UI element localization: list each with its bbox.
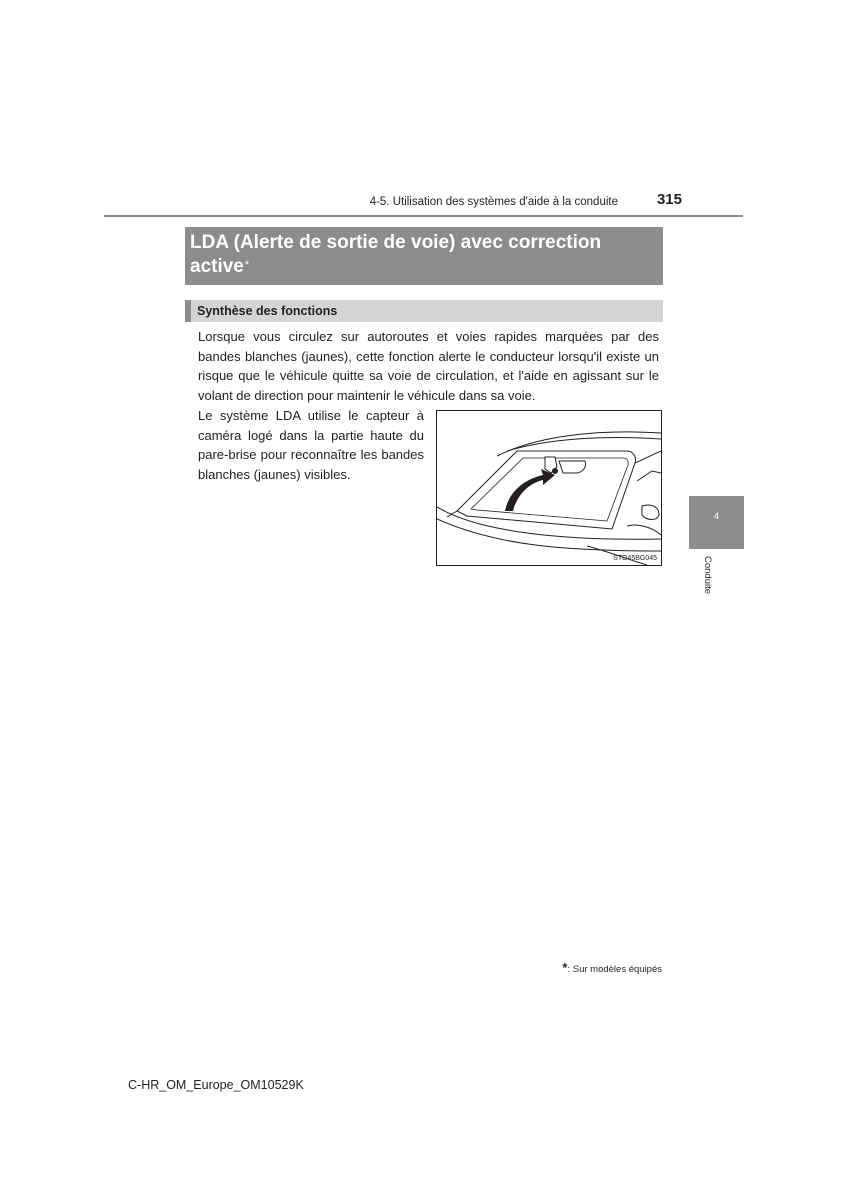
section-title: [185, 227, 663, 285]
car-interior-drawing: [437, 411, 661, 565]
footnote-marker: *: [562, 960, 568, 975]
section-title-line2: active: [190, 256, 244, 277]
chapter-tab-label: Conduite: [702, 556, 713, 595]
page-number: 315: [656, 191, 682, 208]
windshield-camera-illustration: [436, 410, 662, 566]
body-paragraph-1: Lorsque vous circulez sur autoroutes et voies rapides marquées par des bandes blanches (jaunes), cette fonction alerte le conducteur lorsqu'il existe un risque que le véhicule quitte sa voie de circulation, et l'aide en agissant sur le volant de direction pour maintenir le véhicule dans sa voie.: [198, 329, 659, 403]
footnote-text: : Sur modèles équipés: [567, 964, 662, 975]
section-title-line1: LDA (Alerte de sortie de voie) avec correction: [190, 232, 602, 253]
document-id: C-HR_OM_Europe_OM10529K: [128, 1078, 304, 1092]
chapter-heading: 4-5. Utilisation des systèmes d'aide à la conduite: [369, 196, 618, 208]
header-divider: [104, 215, 743, 217]
body-paragraph-2: Le système LDA utilise le capteur à caméra logé dans la partie haute du pare-brise pour reconnaître les bandes blanches (jaunes) visibles.: [198, 408, 424, 482]
figure-code: STO45BG045: [613, 555, 657, 562]
chapter-tab-number: 4: [713, 511, 719, 521]
equipment-marker: *: [244, 259, 250, 271]
chapter-tab: [689, 496, 744, 549]
arrow-icon: [505, 469, 555, 511]
footnote: [470, 960, 662, 975]
subsection-title: Synthèse des fonctions: [185, 300, 663, 322]
